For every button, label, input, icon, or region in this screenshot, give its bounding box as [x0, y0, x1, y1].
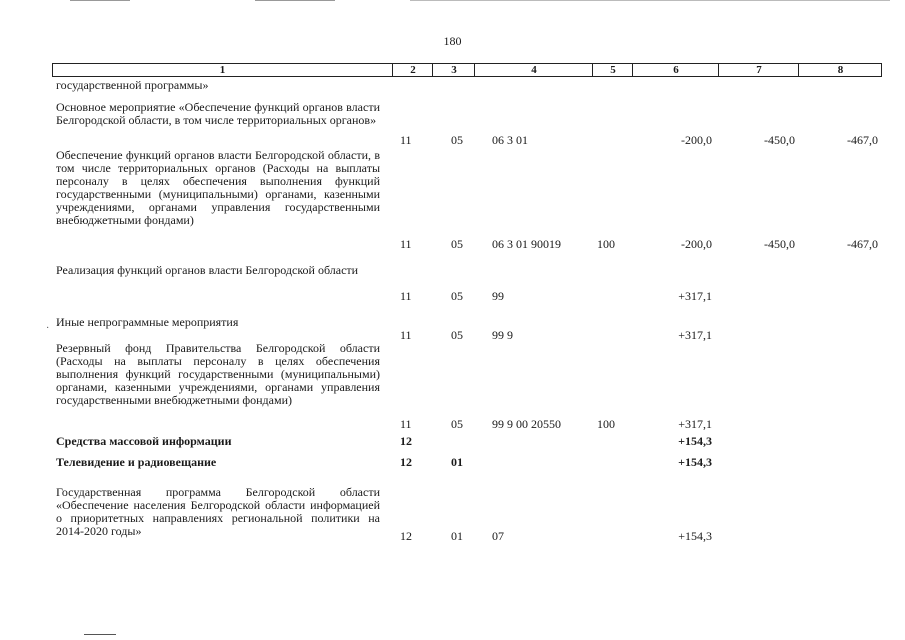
- cell-subsection: 01: [451, 455, 463, 469]
- cell-section: 12: [400, 455, 412, 469]
- cell-subsection: 05: [451, 417, 463, 431]
- cell-amount-1: +154,3: [678, 455, 712, 469]
- cell-amount-1: +154,3: [678, 529, 712, 543]
- row-description: Средства массовой информации: [56, 434, 232, 448]
- scan-mark: [255, 0, 335, 1]
- header-col-3: 3: [432, 64, 475, 76]
- cell-subsection: 01: [451, 529, 463, 543]
- row-description: Реализация функций органов власти Белгородской области: [56, 263, 359, 277]
- header-col-2: 2: [392, 64, 433, 76]
- row-description: Иные непрограммные мероприятия: [56, 315, 239, 329]
- cell-amount-3: -467,0: [847, 237, 878, 251]
- cell-target-code: 07: [492, 529, 504, 543]
- row-description: Основное мероприятие «Обеспечение функций органов власти Белгородской области, в том числе территориальных органов»: [56, 100, 380, 127]
- cell-amount-1: -200,0: [681, 133, 712, 147]
- scan-mark: [410, 0, 890, 1]
- cell-target-code: 99 9 00 20550: [492, 417, 561, 431]
- scan-mark: [84, 634, 116, 635]
- header-col-4: 4: [474, 64, 593, 76]
- cell-amount-1: +154,3: [678, 434, 712, 448]
- row-description: Резервный фонд Правительства Белгородской области (Расходы на выплаты персоналу в целях обеспечения выполнения функций государственными (муниципальными) органами, казенными учреждениями, органами управления государственными внебюджетными фондами): [56, 341, 380, 407]
- cell-target-code: 06 3 01 90019: [492, 237, 561, 251]
- cell-amount-1: +317,1: [678, 417, 712, 431]
- cell-subsection: 05: [451, 289, 463, 303]
- cell-section: 11: [400, 237, 412, 251]
- cell-subsection: 05: [451, 133, 463, 147]
- margin-mark: ·: [46, 323, 50, 334]
- page-number: 180: [443, 34, 462, 48]
- header-col-5: 5: [592, 64, 633, 76]
- cell-section: 11: [400, 417, 412, 431]
- cell-subsection: 05: [451, 237, 463, 251]
- cell-amount-1: +317,1: [678, 328, 712, 342]
- cell-section: 11: [400, 328, 412, 342]
- header-col-1: 1: [219, 64, 226, 76]
- cell-section: 12: [400, 434, 412, 448]
- cell-target-code: 99 9: [492, 328, 513, 342]
- cell-amount-2: -450,0: [764, 237, 795, 251]
- scan-top-marks: [70, 0, 890, 2]
- header-col-7: 7: [718, 64, 799, 76]
- row-description: Телевидение и радиовещание: [56, 455, 217, 469]
- cell-section: 12: [400, 529, 412, 543]
- table-header: [52, 63, 882, 77]
- row-description: Обеспечение функций органов власти Белгородской области, в том числе территориальных органов (Расходы на выплаты персоналу в целях обеспечения выполнения функций государственными (муниципальными) органами, казенными учреждениями, органами управления государственными внебюджетными фондами): [56, 148, 380, 227]
- row-description: государственной программы»: [56, 78, 209, 92]
- cell-subsection: 05: [451, 328, 463, 342]
- header-col-6: 6: [632, 64, 719, 76]
- cell-target-code: 06 3 01: [492, 133, 528, 147]
- cell-expense-type: 100: [597, 417, 615, 431]
- cell-section: 11: [400, 289, 412, 303]
- cell-amount-1: -200,0: [681, 237, 712, 251]
- cell-amount-3: -467,0: [847, 133, 878, 147]
- cell-amount-1: +317,1: [678, 289, 712, 303]
- cell-expense-type: 100: [597, 237, 615, 251]
- header-col-8: 8: [798, 64, 882, 76]
- scan-mark: [70, 0, 130, 1]
- cell-amount-2: -450,0: [764, 133, 795, 147]
- cell-section: 11: [400, 133, 412, 147]
- cell-target-code: 99: [492, 289, 504, 303]
- row-description: Государственная программа Белгородской области «Обеспечение населения Белгородской области информацией о приоритетных направлениях региональной политики на 2014-2020 годы»: [56, 485, 380, 538]
